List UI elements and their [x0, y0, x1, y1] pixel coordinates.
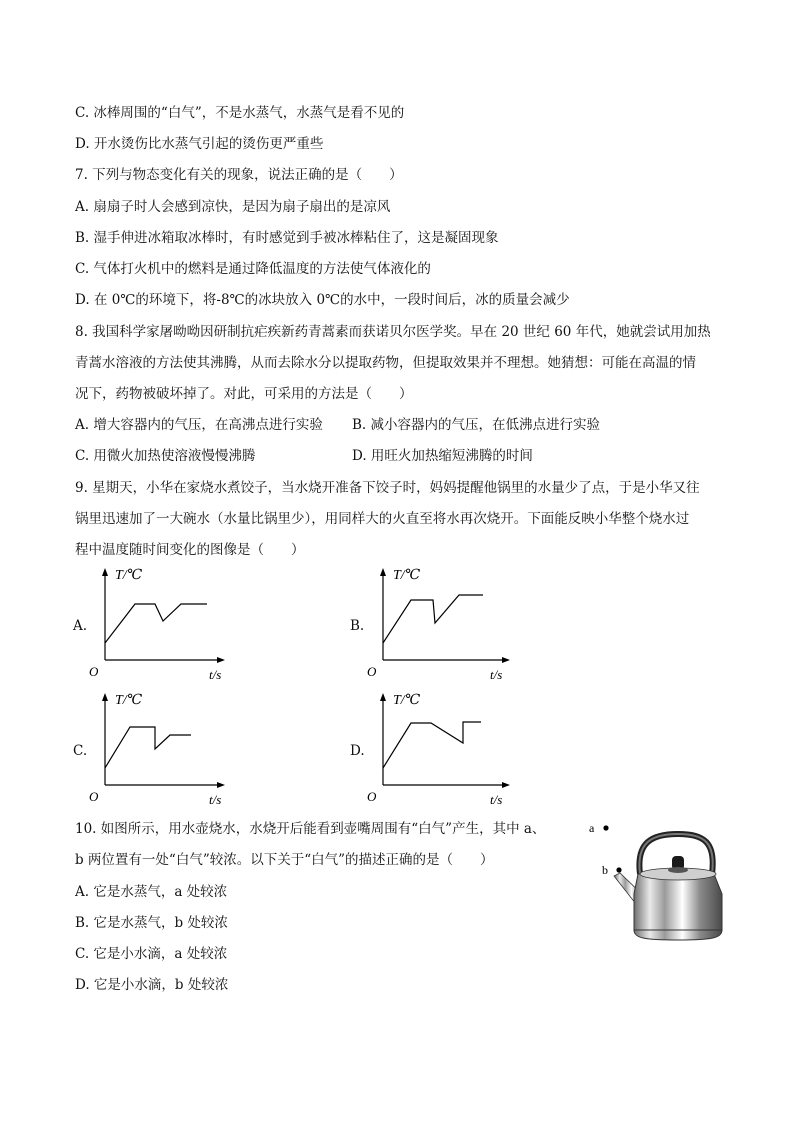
y-axis-arrow — [380, 693, 386, 701]
graph-a — [85, 562, 225, 684]
x-axis-arrow — [502, 657, 510, 663]
curve — [383, 595, 483, 643]
q8-options-row-2 — [75, 446, 533, 466]
graph-c — [85, 687, 225, 809]
y-axis-label: T/℃ — [115, 568, 143, 583]
graph-d — [363, 687, 513, 809]
q7-option-c: C. 气体打火机中的燃料是通过降低温度的方法使气体液化的 — [75, 261, 431, 277]
kettle-knob-base — [668, 867, 688, 873]
graph-d-option-label: D. — [350, 743, 365, 759]
curve — [105, 727, 191, 768]
q7-option-d: D. 在 0℃的环境下，将-8℃的冰块放入 0℃的水中，一段时间后，冰的质量会减少 — [75, 292, 570, 308]
q8-stem-1: 8. 我国科学家屠呦呦因研制抗疟疾新药青蒿素而获诺贝尔医学奖。早在 20 世纪 60 年代，她就尝试用加热 — [75, 324, 711, 340]
kettle-figure — [589, 812, 732, 947]
q10-stem-2: b 两位置有一处“白气”较浓。以下关于“白气”的描述正确的是（ ） — [75, 852, 494, 868]
q7-option-b: B. 湿手伸进冰箱取冰棒时，有时感觉到手被冰棒粘住了，这是凝固现象 — [75, 230, 499, 246]
x-axis-label: t/s — [490, 792, 503, 807]
graph-c-option-label: C. — [73, 743, 88, 759]
x-axis-arrow — [217, 782, 225, 788]
q6-option-d: D. 开水烫伤比水蒸气引起的烫伤更严重些 — [75, 136, 324, 152]
q8-option-b: B. 减小容器内的气压，在低沸点进行实验 — [352, 417, 601, 433]
graph-b — [363, 562, 513, 684]
q8-stem-2: 青蒿水溶液的方法使其沸腾，从而去除水分以提取药物，但提取效果并不理想。她猜想：可能在高温的情 — [75, 355, 696, 371]
q8-option-d: D. 用旺火加热缩短沸腾的时间 — [352, 448, 533, 464]
graph-b-option-label: B. — [350, 618, 365, 634]
origin-label: O — [367, 789, 377, 804]
q9-stem-3: 程中温度随时间变化的图像是（ ） — [75, 542, 305, 558]
graph-a-option-label: A. — [73, 618, 88, 634]
y-axis-arrow — [380, 568, 386, 576]
curve — [383, 722, 481, 768]
origin-label: O — [367, 664, 377, 679]
y-axis-arrow — [102, 693, 108, 701]
curve — [105, 604, 207, 643]
x-axis-label: t/s — [209, 667, 222, 682]
q7-stem: 7. 下列与物态变化有关的现象，说法正确的是（ ） — [75, 167, 403, 183]
q8-option-c: C. 用微火加热使溶液慢慢沸腾 — [75, 448, 256, 464]
q6-option-c: C. 冰棒周围的“白气”，不是水蒸气，水蒸气是看不见的 — [75, 105, 405, 121]
q8-stem-3: 况下，药物被破坏掉了。对此，可采用的方法是（ ） — [75, 386, 413, 402]
y-axis-label: T/℃ — [393, 568, 421, 583]
x-axis-label: t/s — [490, 667, 503, 682]
q8-option-a: A. 增大容器内的气压，在高沸点进行实验 — [75, 417, 323, 433]
y-axis-label: T/℃ — [393, 693, 421, 708]
q10-option-d: D. 它是小水滴，b 处较浓 — [75, 977, 229, 993]
origin-label: O — [89, 789, 99, 804]
point-a-dot — [603, 825, 608, 830]
x-axis-arrow — [217, 657, 225, 663]
q9-stem-1: 9. 星期天，小华在家烧水煮饺子，当水烧开准备下饺子时，妈妈提醒他锅里的水量少了点，于是小华又往 — [75, 480, 700, 496]
q9-stem-2: 锅里迅速加了一大碗水（水量比锅里少），用同样大的火直至将水再次烧开。下面能反映小华整个烧水过 — [75, 511, 690, 527]
q10-option-c: C. 它是小水滴，a 处较浓 — [75, 946, 228, 962]
q10-option-b: B. 它是水蒸气，b 处较浓 — [75, 915, 228, 931]
q10-option-a: A. 它是水蒸气，a 处较浓 — [75, 884, 228, 900]
y-axis-label: T/℃ — [115, 693, 143, 708]
origin-label: O — [89, 664, 99, 679]
point-b-dot — [616, 867, 621, 872]
q10-stem-1: 10. 如图所示，用水壶烧水，水烧开后能看到壶嘴周围有“白气”产生，其中 a、 — [75, 821, 546, 837]
q8-options-row-1 — [75, 415, 601, 435]
label-b: b — [602, 863, 608, 877]
x-axis-label: t/s — [209, 792, 222, 807]
label-a: a — [589, 821, 595, 835]
q7-option-a: A. 扇扇子时人会感到凉快，是因为扇子扇出的是凉风 — [75, 199, 391, 215]
x-axis-arrow — [502, 782, 510, 788]
y-axis-arrow — [102, 568, 108, 576]
